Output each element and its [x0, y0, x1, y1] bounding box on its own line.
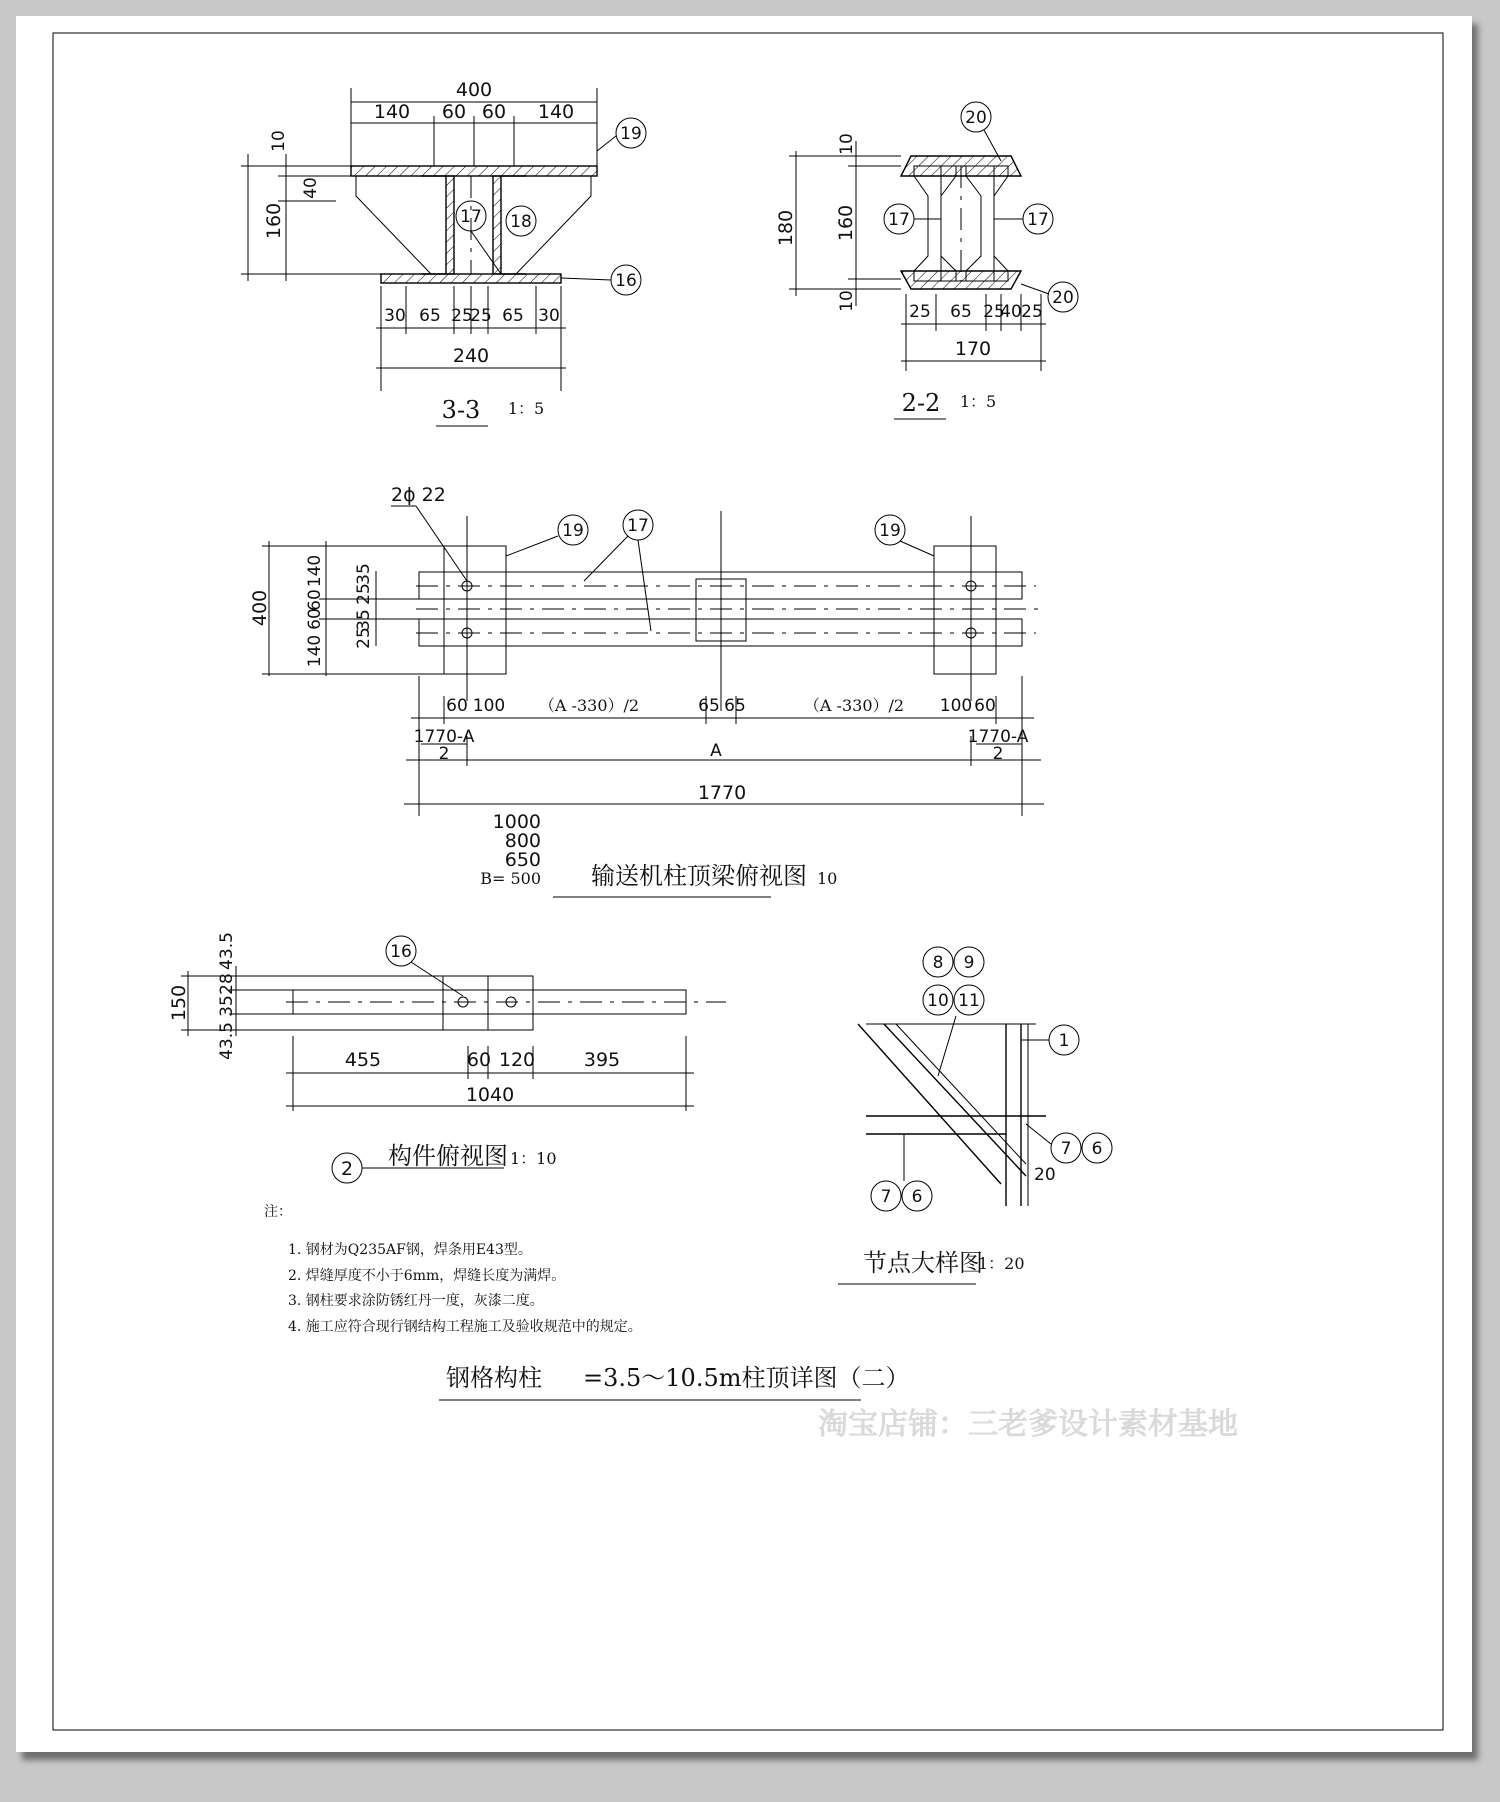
svg-text:170: 170: [954, 338, 992, 360]
svg-text:65: 65: [724, 696, 746, 716]
svg-text:43.5: 43.5: [217, 932, 237, 970]
svg-text:6: 6: [911, 1187, 923, 1207]
svg-text:100: 100: [472, 696, 506, 716]
svg-text:（A -330）/2: （A -330）/2: [803, 696, 905, 715]
left-channel-web: [446, 176, 454, 274]
svg-text:2: 2: [992, 744, 1004, 764]
svg-text:10: 10: [817, 869, 838, 888]
svg-text:35: 35: [354, 563, 374, 585]
svg-text:20: 20: [1052, 288, 1074, 308]
svg-text:180: 180: [775, 209, 797, 247]
svg-text:B= 500: B= 500: [480, 869, 541, 888]
svg-text:60: 60: [481, 101, 507, 123]
section-2-2: [775, 102, 1078, 419]
svg-text:35: 35: [217, 995, 237, 1017]
svg-text:1：20: 1：20: [978, 1254, 1025, 1273]
svg-text:7: 7: [1060, 1139, 1072, 1159]
svg-text:2: 2: [340, 1158, 354, 1180]
svg-text:19: 19: [879, 521, 901, 541]
svg-text:2: 2: [438, 744, 450, 764]
svg-text:4. 施工应符合现行钢结构工程施工及验收规范中的规定。: 4. 施工应符合现行钢结构工程施工及验收规范中的规定。: [288, 1319, 642, 1335]
svg-text:17: 17: [1027, 210, 1049, 230]
svg-text:650: 650: [504, 849, 541, 871]
plan-view: [249, 484, 1046, 897]
svg-text:20: 20: [1034, 1165, 1056, 1185]
svg-text:60: 60: [466, 1049, 492, 1071]
svg-text:1040: 1040: [465, 1084, 515, 1106]
watermark: 淘宝店铺：三老爹设计素材基地: [818, 1407, 1238, 1442]
svg-text:400: 400: [249, 589, 271, 627]
notes: [264, 1204, 642, 1335]
svg-text:35: 35: [354, 609, 374, 631]
svg-text:100: 100: [939, 696, 973, 716]
svg-text:25: 25: [470, 306, 492, 326]
svg-text:A: A: [710, 741, 722, 761]
svg-text:140: 140: [305, 634, 325, 668]
svg-text:60: 60: [305, 608, 325, 630]
svg-text:1770-A: 1770-A: [413, 727, 475, 747]
sheet-title: [439, 1364, 909, 1400]
svg-text:10: 10: [837, 133, 857, 155]
svg-text:2. 焊缝厚度不小于6mm，焊缝长度为满焊。: 2. 焊缝厚度不小于6mm，焊缝长度为满焊。: [288, 1268, 566, 1284]
svg-text:25: 25: [909, 302, 931, 322]
svg-text:25: 25: [354, 627, 374, 649]
svg-text:30: 30: [384, 306, 406, 326]
svg-text:30: 30: [538, 306, 560, 326]
svg-text:16: 16: [390, 942, 412, 962]
svg-text:25: 25: [451, 306, 473, 326]
svg-text:1：5: 1：5: [959, 392, 997, 411]
svg-text:65: 65: [698, 696, 720, 716]
svg-text:17: 17: [888, 210, 910, 230]
svg-text:60: 60: [974, 696, 996, 716]
svg-text:160: 160: [835, 204, 857, 242]
svg-text:60: 60: [441, 101, 467, 123]
svg-text:=3.5～10.5m柱顶详图（二）: =3.5～10.5m柱顶详图（二）: [583, 1364, 910, 1392]
svg-text:395: 395: [583, 1049, 621, 1071]
svg-text:1: 1: [1058, 1031, 1070, 1051]
svg-text:9: 9: [963, 953, 975, 973]
bottom-plate: [381, 274, 561, 283]
svg-text:455: 455: [344, 1049, 382, 1071]
svg-text:40: 40: [1000, 302, 1022, 322]
svg-text:（A -330）/2: （A -330）/2: [538, 696, 640, 715]
svg-text:140: 140: [305, 554, 325, 588]
svg-text:10: 10: [269, 130, 289, 152]
svg-text:注：: 注：: [264, 1204, 292, 1220]
drawing-sheet: [16, 16, 1472, 1752]
svg-text:65: 65: [419, 306, 441, 326]
svg-text:240: 240: [452, 345, 490, 367]
svg-text:10: 10: [837, 290, 857, 312]
plan-view-title: 输送机柱顶梁俯视图: [591, 862, 807, 890]
svg-text:7: 7: [880, 1187, 892, 1207]
svg-text:40: 40: [301, 177, 321, 199]
svg-text:60: 60: [305, 589, 325, 611]
svg-text:800: 800: [504, 830, 541, 852]
svg-text:16: 16: [615, 271, 637, 291]
top-plate: [351, 166, 597, 176]
node-detail: [838, 947, 1112, 1284]
section-label-3-3: 3-3: [441, 396, 481, 424]
member-plan: [168, 932, 726, 1183]
svg-text:17: 17: [627, 516, 649, 536]
svg-text:1：10: 1：10: [510, 1149, 557, 1168]
svg-text:钢格构柱: 钢格构柱: [446, 1364, 542, 1392]
svg-text:140: 140: [537, 101, 575, 123]
svg-text:1. 钢材为Q235AF钢，焊条用E43型。: 1. 钢材为Q235AF钢，焊条用E43型。: [288, 1242, 532, 1258]
svg-text:2ϕ 22: 2ϕ 22: [391, 484, 446, 506]
svg-text:18: 18: [510, 212, 532, 232]
svg-text:3. 钢柱要求涂防锈红丹一度，灰漆二度。: 3. 钢柱要求涂防锈红丹一度，灰漆二度。: [288, 1293, 544, 1309]
section-3-3: [241, 79, 646, 426]
svg-text:160: 160: [263, 202, 285, 240]
section-label-2-2: 2-2: [901, 389, 941, 417]
svg-text:19: 19: [562, 521, 584, 541]
dim-top-total: 400: [455, 79, 493, 101]
svg-text:65: 65: [502, 306, 524, 326]
member-plan-title: 构件俯视图: [388, 1142, 508, 1170]
svg-text:1770-A: 1770-A: [967, 727, 1029, 747]
svg-text:65: 65: [950, 302, 972, 322]
svg-text:6: 6: [1091, 1139, 1103, 1159]
svg-text:20: 20: [965, 108, 987, 128]
node-detail-title: 节点大样图: [863, 1249, 983, 1277]
svg-text:25: 25: [354, 583, 374, 605]
svg-text:17: 17: [460, 207, 482, 227]
svg-text:10: 10: [927, 991, 949, 1011]
svg-text:11: 11: [958, 991, 980, 1011]
right-channel-web: [493, 176, 501, 274]
drawing-canvas: [16, 16, 1472, 1752]
svg-text:43.5: 43.5: [217, 1022, 237, 1060]
svg-text:140: 140: [373, 101, 411, 123]
svg-text:25: 25: [1021, 302, 1043, 322]
svg-text:19: 19: [620, 124, 642, 144]
svg-text:60: 60: [446, 696, 468, 716]
end-plate-right: [934, 546, 996, 674]
end-plate-left: [444, 546, 506, 674]
svg-text:28: 28: [217, 973, 237, 995]
svg-text:25: 25: [983, 302, 1005, 322]
svg-text:8: 8: [932, 953, 944, 973]
svg-text:1770: 1770: [697, 782, 747, 804]
svg-text:1：5: 1：5: [507, 399, 545, 418]
svg-text:150: 150: [168, 984, 190, 1022]
svg-text:120: 120: [498, 1049, 536, 1071]
svg-text:1000: 1000: [492, 811, 541, 833]
